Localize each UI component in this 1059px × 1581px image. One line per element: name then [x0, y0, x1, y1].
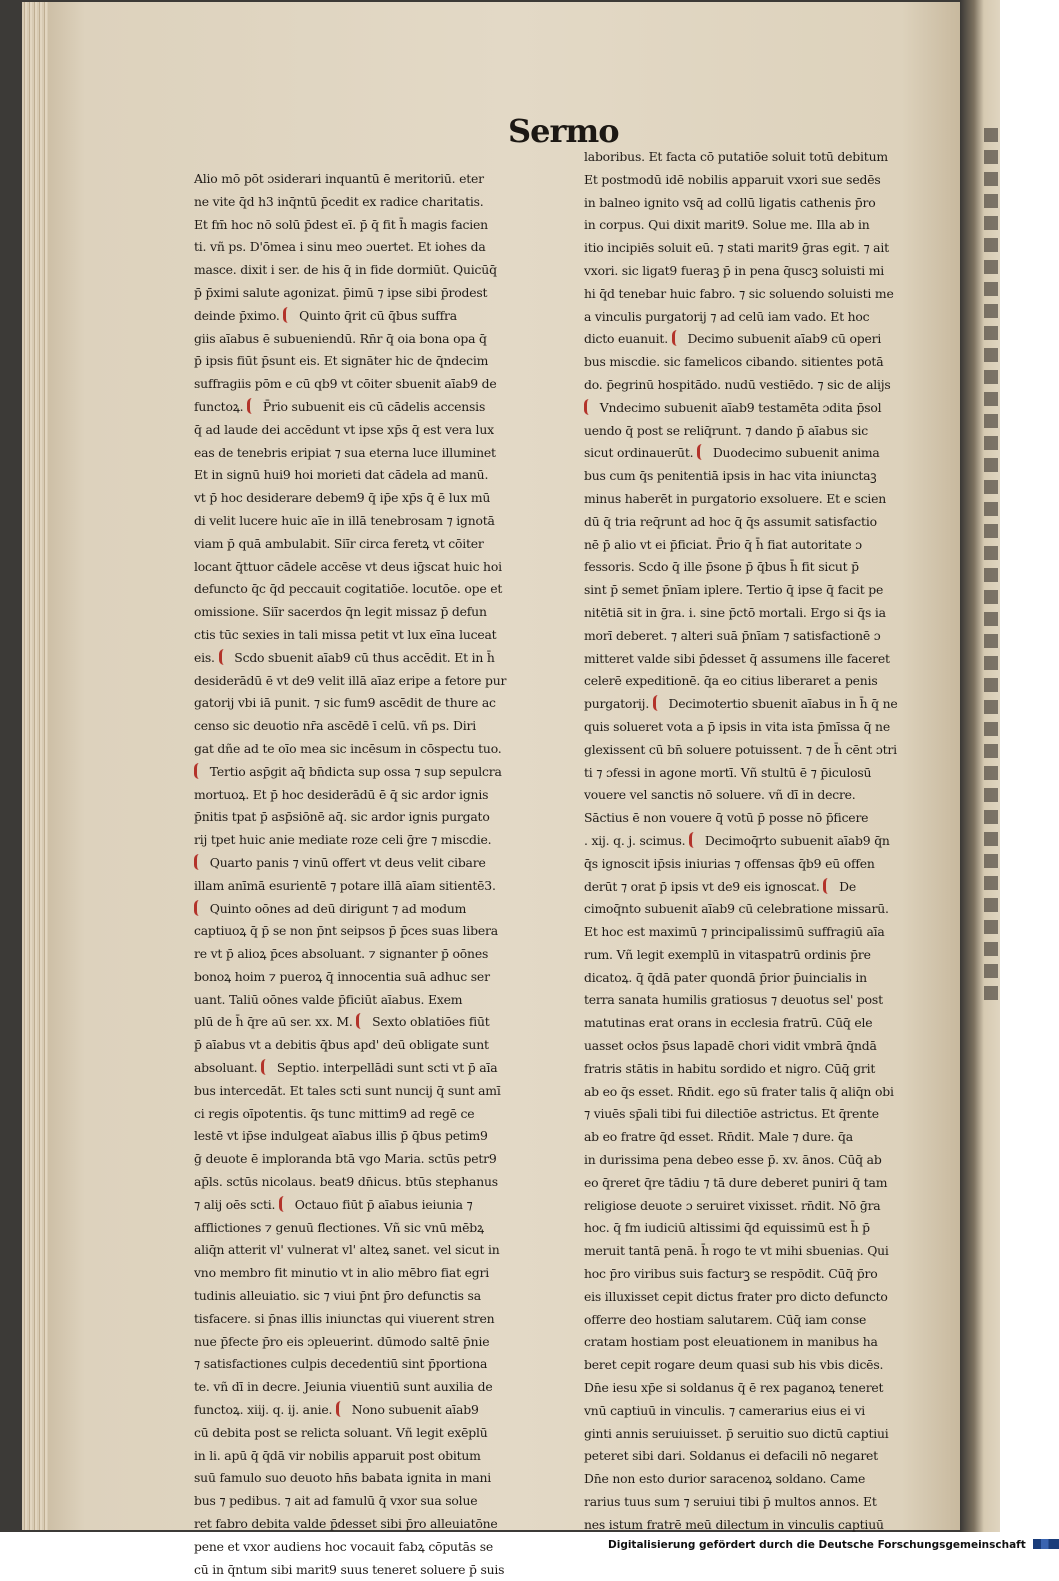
- text-line: ⁊ alij oēs scti. Octauo fiūt p̄ aīabus ieiunia ⁊: [194, 1196, 473, 1212]
- text-line: offerre deo hostiam salutarem. Cūq̄ iam conse: [584, 1311, 867, 1327]
- text-line: cū in q̄ntum sibi marit9 suus teneret soluere p̄ suis: [194, 1561, 505, 1577]
- text-line: Et postmodū idē nobilis apparuit vxori sue sedēs: [584, 171, 881, 187]
- text-line: ḡ deuote ē imploranda btā vgo Maria. sctūs petr9: [194, 1151, 497, 1167]
- right-text-column: [584, 146, 942, 1537]
- text-line: hi q̄d tenebar huic fabro. ⁊ sic soluendo soluisti me: [584, 285, 894, 301]
- text-line: eis illuxisset cepit dictus frater pro dicto defuncto: [584, 1288, 888, 1304]
- text-line: ab eo q̄s esset. Rn̄dit. ego sū frater talis q̄ aliq̄n obi: [584, 1083, 894, 1099]
- text-line: absoluant. Septio. interpellādi sunt scti vt p̄ aīa: [194, 1060, 498, 1076]
- text-line: ap̄ls. sctūs nicolaus. beat9 dn̄icus. btūs stephanus: [194, 1174, 498, 1190]
- text-line: nē p̄ alio vt ei p̄ficiat. P̄rio q̄ h̄ fiat autoritate ɔ: [584, 536, 862, 552]
- text-line: uasset ocłos p̄sus lapadē chori vidit vmbrā q̄ndā: [584, 1038, 877, 1054]
- text-line: ⁊ satisfactiones culpis decedentiū sint p̄portiona: [194, 1356, 488, 1372]
- text-line: quis solueret vota a p̄ ipsis in vita ista p̄mīssa q̄ ne: [584, 718, 890, 734]
- text-line: ret fabro debita valde p̄desset sibi p̄ro alleuiatōne: [194, 1516, 498, 1532]
- text-line: itio incipiēs soluit eū. ⁊ stati marit9 ḡras egit. ⁊ ait: [584, 240, 889, 256]
- text-line: p̄nitis tpat p̄ asp̄siōnē aq̄. sic ardor ignis purgato: [194, 809, 490, 825]
- text-line: Et in signū hui9 hoi morieti dat cādela ad manū.: [194, 467, 489, 483]
- rubric-mark: [247, 398, 257, 414]
- text-line: Et hoc est maximū ⁊ principalissimū suffragiū aīa: [584, 924, 885, 940]
- text-line: desiderādū ē vt de9 velit illā aīaz eripe a fetore pur: [194, 672, 507, 688]
- footer-credit: [608, 1538, 1026, 1552]
- text-line: afflictiones ⁊ genuū flectiones. Vñ sic vnū mēbꝝ: [194, 1219, 484, 1235]
- text-line: bonoꝝ hoim ⁊ pueroꝝ q̄ innocentia suā adhuc ser: [194, 968, 490, 984]
- text-line: p̄ p̄ximi salute agonizat. p̄imū ⁊ ipse sibi p̄rodest: [194, 284, 488, 300]
- text-line: cratam hostiam post eleuationem in manibus ha: [584, 1334, 878, 1350]
- text-line: ci regis oīpotentis. q̄s tunc mittim9 ad regē ce: [194, 1105, 475, 1121]
- text-line: re vt p̄ alioꝝ p̄ces absoluant. ⁊ signanter p̄ oōnes: [194, 946, 489, 962]
- text-line: vt p̄ hoc desiderare debem9 q̄ ip̄e xp̄s q̄ ē lux mū: [194, 490, 491, 506]
- text-line: suffragiis pōm e cū qb9 vt cōiter sbuenit aīab9 de: [194, 376, 497, 392]
- rubric-mark: [219, 649, 229, 665]
- text-line: Quarto panis ⁊ vinū offert vt deus velit cibare: [194, 852, 576, 875]
- text-line: censo sic deuotio nr̄a ascēdē ī celū. vñ ps. Diri: [194, 718, 476, 734]
- text-line: functoꝝ. P̄rio subuenit eis cū cādelis accensis: [194, 398, 486, 414]
- text-line: hoc. q̄ fm iudiciū altissimi q̄d equissimū est h̄ p̄: [584, 1220, 870, 1236]
- text-line: minus haberēt in purgatorio exsoluere. Et e scien: [584, 490, 887, 506]
- text-line: a vinculis purgatorij ⁊ ad celū iam vado. Et hoc: [584, 308, 870, 324]
- text-line: in corpus. Qui dixit marit9. Solue me. Illa ab in: [584, 217, 870, 233]
- rubric-mark: [653, 695, 663, 711]
- text-line: vxori. sic ligat9 fueraꝫ p̄ in pena q̄uscꝫ soluisti mi: [584, 262, 885, 278]
- text-line: in durissima pena debeo esse p̄. xv. ānos. Cūq̄ ab: [584, 1152, 882, 1168]
- text-line: in balneo ignito vsq̄ ad collū ligatis cathenis p̄ro: [584, 194, 876, 210]
- text-line: gat dñe ad te oīo mea sic incēsum in cōspectu tuo.: [194, 740, 502, 756]
- text-line: ⁊ viuēs sp̄ali tibi fui dilectiōe astrictus. Et q̄rente: [584, 1106, 879, 1122]
- text-line: mitteret valde sibi p̄desset q̄ assumens ille faceret: [584, 650, 890, 666]
- text-line: derūt ⁊ orat p̄ ipsis vt de9 eis ignoscat. De: [584, 878, 856, 894]
- text-line: mortuoꝝ. Et p̄ hoc desiderādū ē q̄ sic ardor ignis: [194, 786, 489, 802]
- rubric-mark: [336, 1401, 346, 1417]
- rubric-mark: [279, 1196, 289, 1212]
- text-line: captiuoꝝ q̄ p̄ se non p̄nt seipsos p̄ p̄ces suas libera: [194, 923, 498, 939]
- text-line: ne vite q̄d h3 inq̄ntū p̄cedit ex radice charitatis.: [194, 193, 484, 209]
- rubric-mark: [584, 399, 594, 415]
- text-line: terra sanata humilis gratiosus ⁊ deuotus sel' post: [584, 992, 883, 1008]
- text-line: pene et vxor audiens hoc vocauit fabꝝ cōputās se: [194, 1538, 493, 1554]
- text-line: ginti annis seruiuisset. p̄ seruitio suo dictū captiui: [584, 1425, 889, 1441]
- rubric-mark: [356, 1013, 366, 1029]
- text-line: rij tpet huic anie mediate roze celi ḡre ⁊ miscdie.: [194, 832, 492, 848]
- text-line: q̄s ignoscit ip̄sis iniurias ⁊ offensas q̄b9 eū offen: [584, 855, 875, 871]
- text-line: purgatorij. Decimotertio sbuenit aīabus in h̄ q̄ ne: [584, 696, 898, 712]
- text-line: p̄ aīabus vt a debitis q̄bus apd' deū obligate sunt: [194, 1037, 489, 1053]
- text-line: Tertio asp̄git aq̄ bn̄dicta sup ossa ⁊ sup sepulcra: [194, 761, 576, 784]
- text-line: Vndecimo subuenit aīab9 testamēta ɔdita p̄sol: [584, 397, 942, 420]
- text-line: do. p̄egrinū hospitādo. nudū vestiēdo. ⁊ sic de alijs: [584, 376, 891, 392]
- text-line: viam p̄ quā ambulabit. Siīr circa feretꝝ vt cōiter: [194, 535, 484, 551]
- facing-page-strip: [982, 120, 1000, 1230]
- text-line: locant q̄ttuor cādele accēse vt deus iḡscat huic hoi: [194, 558, 502, 574]
- text-line: eo q̄reret q̄re tādiu ⁊ tā dure deberet puniri q̄ tam: [584, 1174, 888, 1190]
- text-line: fessoris. Scdo q̄ ille p̄sone p̄ q̄bus h̄ fit sicut p̄: [584, 559, 859, 575]
- text-line: laboribus. Et facta cō putatiōe soluit totū debitum: [584, 149, 888, 164]
- text-line: nitētiā sit in ḡra. i. sine p̄ctō mortali. Ergo si q̄s ia: [584, 604, 886, 620]
- page-heading: Sermo: [508, 112, 619, 150]
- text-line: rarius tuus sum ⁊ seruiui tibi p̄ multos annos. Et: [584, 1494, 877, 1510]
- text-line: gatorij vbi iā punit. ⁊ sic fum9 ascēdit de thure ac: [194, 695, 496, 711]
- text-line: q̄ ad laude dei accēdunt vt ipse xp̄s q̄ est vera lux: [194, 421, 494, 437]
- text-line: masce. dixit i ser. de his q̄ in fide dormiūt. Quicūq̄: [194, 262, 497, 278]
- text-line: nes istum fratrē meū dilectum in vinculis captiuū: [584, 1516, 884, 1532]
- text-line: lestē vt ip̄se indulgeat aīabus illis p̄ q̄bus petim9: [194, 1128, 488, 1144]
- text-line: in li. apū q̄ q̄dā vir nobilis apparuit post obitum: [194, 1447, 481, 1463]
- text-line: omissione. Siīr sacerdos q̄n legit missaz p̄ defun: [194, 604, 487, 620]
- rubric-mark: [672, 330, 682, 346]
- text-line: cimoq̄nto subuenit aīab9 cū celebratione missarū.: [584, 901, 889, 917]
- text-line: matutinas erat orans in ecclesia fratrū. Cūq̄ ele: [584, 1015, 873, 1031]
- text-line: plū de h̄ q̄re aū ser. xx. M. Sexto oblatiōes fiūt: [194, 1014, 490, 1030]
- text-line: Et fm̄ hoc nō solū p̄dest eī. p̄ q̄ fit h̄ magis facien: [194, 216, 488, 232]
- text-line: dicto euanuit. Decimo subuenit aīab9 cū operi: [584, 331, 882, 347]
- text-line: ti ⁊ ɔfessi in agone mortī. Vñ stultū ē ⁊ p̄iculosū: [584, 764, 872, 780]
- text-line: peteret sibi dari. Soldanus ei defacili nō negaret: [584, 1448, 878, 1464]
- text-line: vouere vel sanctis nō soluere. vñ dī in decre.: [584, 787, 856, 803]
- text-line: morī deberet. ⁊ alteri suā p̄nīam ⁊ satisfactionē ɔ: [584, 627, 881, 643]
- text-line: religiose deuote ɔ seruiret vixisset. rn̄dit. Nō ḡra: [584, 1197, 881, 1213]
- left-text-column: [194, 168, 576, 1581]
- text-line: uendo q̄ post se reliq̄runt. ⁊ dando p̄ aīabus sic: [584, 422, 869, 438]
- rubric-mark: [261, 1059, 271, 1075]
- rubric-mark: [689, 832, 699, 848]
- text-line: glexissent cū bn̄ soluere potuissent. ⁊ de h̄ cēnt ɔtri: [584, 741, 897, 757]
- rubric-mark: [194, 854, 204, 870]
- text-line: illam anīmā esurientē ⁊ potare illā aīam sitientē3.: [194, 877, 496, 893]
- text-line: aliq̄n atterit vl' vulnerat vl' alteꝝ sanet. vel sicut in: [194, 1242, 500, 1258]
- text-line: functoꝝ. xiij. q. ij. anie. Nono subuenit aīab9: [194, 1402, 479, 1418]
- text-line: sint p̄ semet p̄nīam iplere. Tertio q̄ ipse q̄ facit pe: [584, 582, 884, 598]
- text-line: fratris stātis in habitu sordido et nigro. Cūq̄ grit: [584, 1060, 876, 1076]
- rubric-mark: [194, 900, 204, 916]
- text-line: beret cepit rogare deum quasi sub his vbis dicēs.: [584, 1357, 884, 1373]
- text-line: meruit tantā penā. h̄ rogo te vt mihi sbuenias. Qui: [584, 1243, 889, 1259]
- text-line: bus miscdie. sic famelicos cibando. sitientes potā: [584, 354, 884, 370]
- text-line: defuncto q̄c q̄d peccauit cogitatiōe. locutōe. ope et: [194, 581, 503, 597]
- text-line: uant. Taliū oōnes valde p̄ficiūt aīabus. Exem: [194, 991, 463, 1007]
- text-line: bus ⁊ pedibus. ⁊ ait ad famulū q̄ vxor sua solue: [194, 1493, 478, 1509]
- text-line: celerē expeditionē. q̄a eo citius liberaret a penis: [584, 673, 878, 689]
- text-line: tudinis alleuiatio. sic ⁊ viui p̄nt p̄ro defunctis sa: [194, 1288, 481, 1304]
- text-line: dū q̄ tria req̄runt ad hoc q̄ q̄s assumit satisfactio: [584, 513, 877, 529]
- text-line: cū debita post se relicta soluant. Vñ legit exēplū: [194, 1424, 488, 1440]
- rubric-mark: [823, 878, 833, 894]
- text-line: vnū captiuū in vinculis. ⁊ camerarius eius ei vi: [584, 1402, 866, 1418]
- text-line: . xij. q. j. scimus. Decimoq̄rto subuenit aīab9 q̄n: [584, 832, 890, 848]
- text-line: sicut ordinauerūt. Duodecimo subuenit anima: [584, 445, 880, 461]
- text-line: Dn̄e iesu xp̄e si soldanus q̄ ē rex paganoꝝ teneret: [584, 1380, 884, 1396]
- text-line: nue p̄fecte p̄ro eis ɔpleuerint. dūmodo saltē p̄nie: [194, 1333, 490, 1349]
- text-line: ti. vñ ps. D'ōmea i sinu meo ɔuertet. Et iohes da: [194, 239, 486, 255]
- text-line: hoc p̄ro viribus suis facturꝫ se respōdit. Cūq̄ p̄ro: [584, 1266, 878, 1282]
- rubric-mark: [194, 763, 204, 779]
- rubric-mark: [697, 444, 707, 460]
- text-line: rum. Vñ legit exemplū in vitaspatrū ordinis p̄re: [584, 946, 871, 962]
- credit-text: Digitalisierung gefördert durch die Deutsche Forschungsgemeinschaft: [608, 1539, 1026, 1551]
- text-line: Quinto oōnes ad deū dirigunt ⁊ ad modum: [194, 898, 576, 921]
- rubric-mark: [283, 307, 293, 323]
- text-line: vno membro fit minutio vt in alio mēbro fiat egri: [194, 1265, 489, 1281]
- text-line: eis. Scdo sbuenit aīab9 cū thus accēdit. Et in h̄: [194, 649, 495, 665]
- dfg-logo-icon: [1033, 1539, 1059, 1549]
- text-line: tisfacere. si p̄nas illis iniunctas qui viuerent stren: [194, 1310, 495, 1326]
- text-line: bus intercedāt. Et tales scti sunt nuncij q̄ sunt amī: [194, 1082, 501, 1098]
- text-line: p̄ ipsis fiūt p̄sunt eis. Et signāter hic de q̄ndecim: [194, 353, 489, 369]
- text-line: ctis tūc sexies in tali missa petit vt lux eīna luceat: [194, 626, 497, 642]
- text-line: Sāctius ē non vouere q̄ votū p̄ posse nō p̄ficere: [584, 810, 869, 826]
- text-line: di velit lucere huic aīe in illā tenebrosam ⁊ ignotā: [194, 512, 495, 528]
- text-line: dicatoꝝ. q̄ q̄dā pater quondā p̄rior p̄uincialis in: [584, 969, 867, 985]
- text-line: bus cum q̄s penitentiā ipsis in hac vita iniunctaꝫ: [584, 468, 877, 484]
- text-line: eas de tenebris eripiat ⁊ sua eterna luce illuminet: [194, 444, 496, 460]
- text-line: suū famulo suo deuoto hn̄s babata ignita in mani: [194, 1470, 492, 1486]
- text-line: deinde p̄ximo. Quinto q̄rit cū q̄bus suffra: [194, 307, 457, 323]
- text-line: te. vñ dī in decre. Jeiunia viuentiū sunt auxilia de: [194, 1379, 493, 1395]
- text-line: ab eo fratre q̄d esset. Rn̄dit. Male ⁊ dure. q̄a: [584, 1129, 853, 1145]
- text-line: Alio mō pōt ɔsiderari inquantū ē meritoriū. eter: [194, 171, 484, 186]
- text-line: giis aīabus ē subueniendū. Rn̄r q̄ oia bona opa q̄: [194, 330, 487, 346]
- text-line: Dn̄e non esto durior saracenoꝝ soldano. Came: [584, 1471, 866, 1487]
